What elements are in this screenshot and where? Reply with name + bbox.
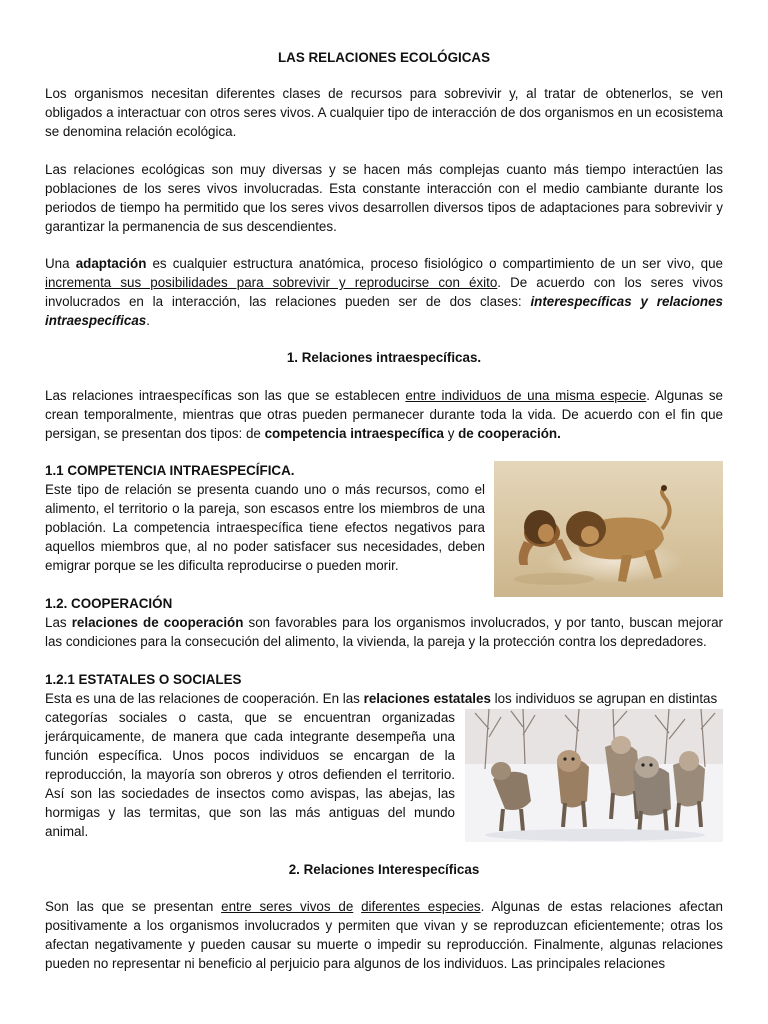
paragraph-social-body: categorías sociales o casta, que se encuentran organizadas jerárquicamente, de manera que cada integrante desempeña una función específica. Unos pocos individuos se encargan de la reproducción, la mayoría son obreros y otros defienden el territorio. Así son las sociedades de insectos como avispas, las abejas, las hormigas y las termitas, que son las más antiguas del mundo animal. xyxy=(45,710,455,839)
paragraph-social-line1: Esta es una de las relaciones de cooperación. En las relaciones estatales los individuos se agrupan en distintas xyxy=(45,691,718,706)
paragraph-adaptation: Una adaptación es cualquier estructura anatómica, proceso fisiológico o compartimiento de un ser vivo, que incrementa sus posibilidades para sobrevivir y reproducirse con éxito. De acuerdo con los seres vivos involucrados en la interacción, las relaciones pueden ser de dos clases: interespecíficas y relaciones intraespecíficas. xyxy=(45,256,724,328)
paragraph-cooperation: Las relaciones de cooperación son favorables para los organismos involucrados, y por tanto, buscan mejorar las condiciones para la consecución del alimento, la vivienda, la pareja y la protección contra los depredadores. xyxy=(45,615,724,649)
lions-fighting-photo xyxy=(494,461,723,597)
wolves-pack-photo xyxy=(465,709,723,842)
paragraph-intraspecific: Las relaciones intraespecíficas son las que se establecen entre individuos de una misma especie. Algunas se crean temporalmente, mientras que otras pueden permanecer durante toda la vida. De acuerdo con el fin que persigan, se presentan dos tipos: de competencia intraespecífica y de cooperación. xyxy=(45,388,723,441)
heading-cooperation: 1.2. COOPERACIÓN xyxy=(45,596,173,611)
page-title: LAS RELACIONES ECOLÓGICAS xyxy=(277,50,491,65)
paragraph-intro: Los organismos necesitan diferentes clases de recursos para sobrevivir y, al tratar de obtenerlos, se ven obligados a interactuar con otros seres vivos. A cualquier tipo de interacción de dos organismos en un ecosistema se denomina relación ecológica. xyxy=(45,86,723,139)
heading-interspecific: 2. Relaciones Interespecíficas xyxy=(288,862,480,877)
paragraph-relations: Las relaciones ecológicas son muy diversas y se hacen más complejas cuanto más tiempo interactúen las poblaciones de los seres vivos involucradas. Esta constante interacción con el medio cambiante durante los periodos de tiempo ha permitido que los seres vivos desarrollen diversos tipos de adaptaciones para sobrevivir y garantizar la permanencia de sus descendientes. xyxy=(45,162,723,234)
paragraph-interspecific: Son las que se presentan entre seres vivos de diferentes especies. Algunas de estas relaciones afectan positivamente a los organismos involucrados y permiten que vivan y se reproduzcan eficientemente; otras los afectan negativamente y pueden causar su muerte o impedir su reproducción. Finalmente, algunas relaciones pueden no representar ni beneficio al perjuicio para algunos de los individuos. Las principales relaciones xyxy=(45,899,723,971)
heading-social: 1.2.1 ESTATALES O SOCIALES xyxy=(45,672,242,687)
heading-intraspecific: 1. Relaciones intraespecíficas. xyxy=(286,350,482,365)
heading-competition: 1.1 COMPETENCIA INTRAESPECÍFICA. xyxy=(45,463,295,478)
paragraph-competition: Este tipo de relación se presenta cuando uno o más recursos, como el alimento, el territorio o la pareja, son escasos entre los miembros de una población. La competencia intraespecífica tiene efectos negativos para aquellos miembros que, al no poder satisfacer sus necesidades, deben emigrar porque se les dificulta reproducirse o pueden morir. xyxy=(45,482,485,573)
